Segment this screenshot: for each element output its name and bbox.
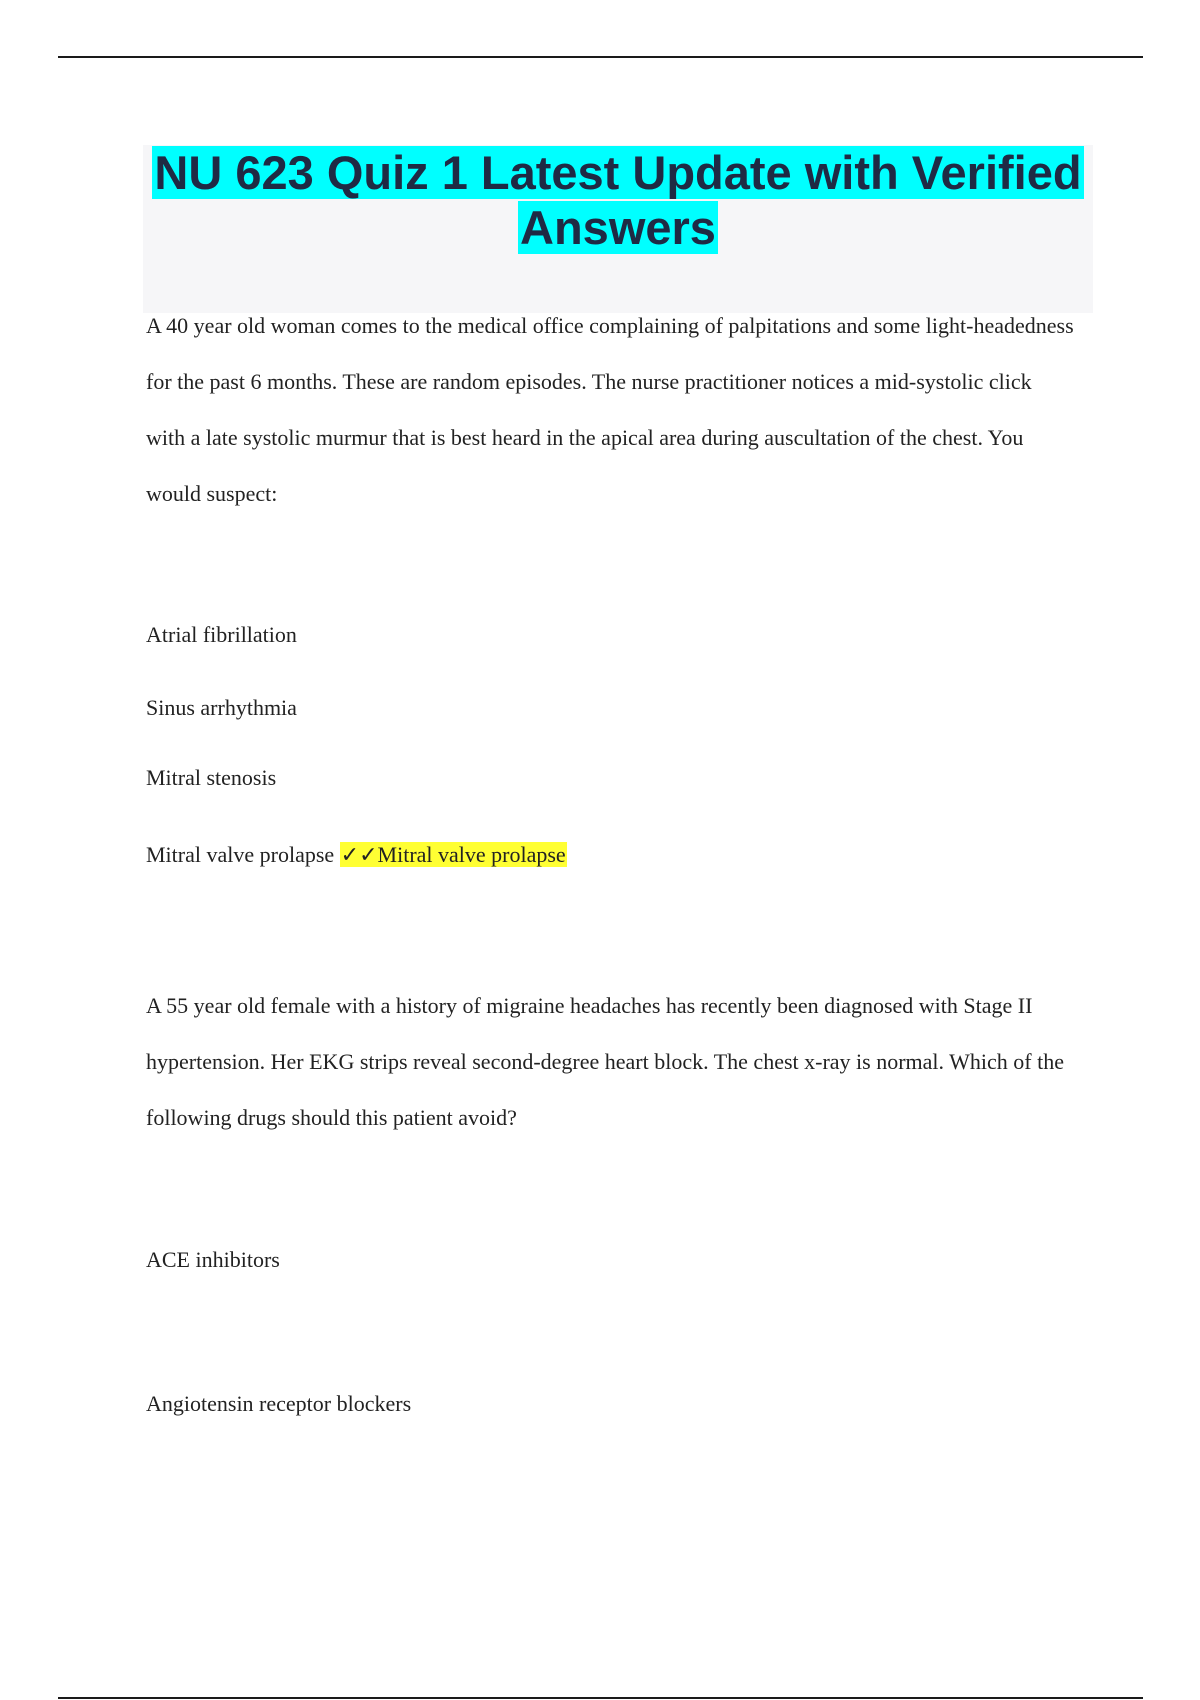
question-1-option-a: Atrial fibrillation <box>146 622 297 647</box>
question-2-text: A 55 year old female with a history of migraine headaches has recently been diagnosed with Stage II hypertension. Her EKG strips reveal second-degree heart block. The chest x-ray is normal. Which of the following drugs should this patient avoid? <box>146 993 1064 1130</box>
top-rule <box>58 56 1143 58</box>
document-title <box>143 145 1093 255</box>
bottom-rule <box>58 1697 1143 1699</box>
question-1-option-d-label: Mitral valve prolapse <box>146 842 335 867</box>
question-1-option-d <box>146 840 567 870</box>
question-1-option-c: Mitral stenosis <box>146 765 277 790</box>
question-1-option-b: Sinus arrhythmia <box>146 695 297 720</box>
question-1-answer: ✓✓Mitral valve prolapse <box>340 842 566 867</box>
title-highlight: NU 623 Quiz 1 Latest Update with Verified Answers <box>154 146 1082 254</box>
question-1-text: A 40 year old woman comes to the medical office complaining of palpitations and some light-headedness for the past 6 months. These are random episodes. The nurse practitioner notices a mid-systolic click with a late systolic murmur that is best heard in the apical area during auscultation of the chest. You would suspect: <box>146 313 1074 506</box>
question-2-option-b: Angiotensin receptor blockers <box>146 1391 412 1416</box>
question-2-option-a: ACE inhibitors <box>146 1247 280 1272</box>
